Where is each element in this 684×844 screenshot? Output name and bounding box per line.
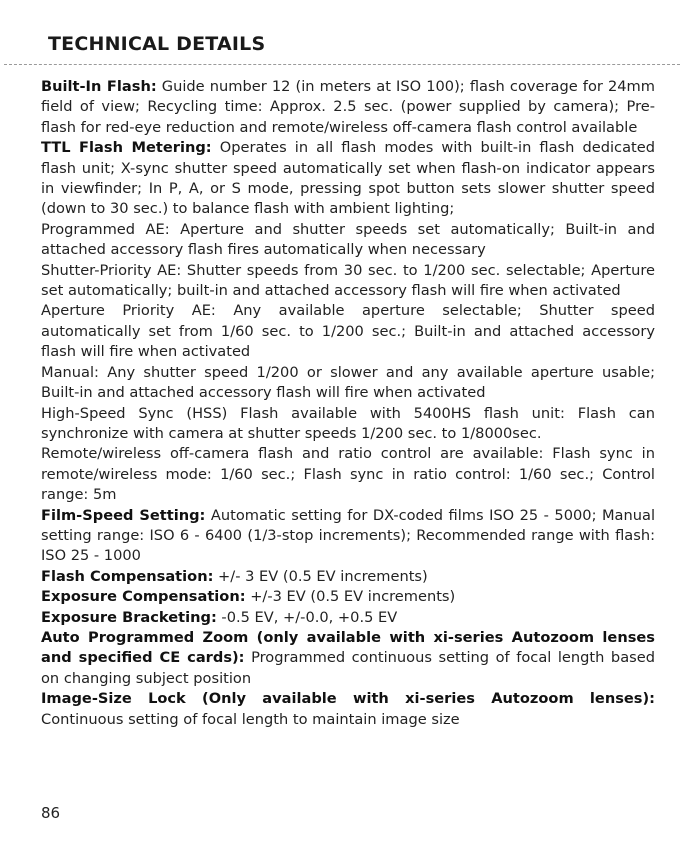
spec-text: Programmed continuous setting of focal length based on changing subject position	[41, 649, 655, 687]
title-divider	[4, 64, 680, 65]
spec-text: High-Speed Sync (HSS) Flash available with 5400HS flash unit: Flash can synchronize with camera at shutter speeds 1/200 sec. to 1/8000sec.	[41, 404, 655, 442]
spec-built-in-flash	[41, 77, 655, 138]
spec-label: Exposure Compensation:	[41, 588, 246, 606]
spec-label: Built-In Flash:	[41, 78, 157, 95]
spec-text: Guide number 12 (in meters at ISO 100); flash coverage for 24mm field of view; Recycling time: Approx. 2.5 sec. (power supplied by camera); Pre-flash for red-eye reduction and remote/wireless off-camera flash control available	[41, 78, 655, 136]
spec-label: Auto Programmed Zoom (only available with xi-series Autozoom lenses and specified CE cards):	[41, 628, 655, 667]
spec-text: -0.5 EV, +/-0.0, +0.5 EV	[216, 608, 398, 626]
spec-label: Flash Compensation:	[41, 567, 214, 585]
spec-film-speed-setting	[41, 506, 655, 567]
spec-label: Exposure Bracketing:	[41, 608, 217, 626]
page-number: 86	[41, 804, 61, 822]
spec-exposure-bracketing	[41, 608, 655, 628]
spec-manual	[41, 363, 655, 404]
spec-text: Programmed AE: Aperture and shutter speeds set automatically; Built-in and attached accessory flash fires automatically when necessary	[41, 220, 655, 259]
page-title: TECHNICAL DETAILS	[48, 33, 266, 55]
spec-text: +/-3 EV (0.5 EV increments)	[245, 588, 456, 606]
spec-label: Image-Size Lock (Only available with xi-series Autozoom lenses):	[41, 690, 655, 708]
spec-exposure-compensation	[41, 587, 655, 607]
spec-programmed-ae	[41, 220, 655, 261]
spec-flash-compensation	[41, 567, 655, 587]
spec-label: TTL Flash Metering:	[41, 139, 212, 157]
spec-text: Continuous setting of focal length to maintain image size	[41, 710, 460, 728]
spec-label: Film-Speed Setting:	[41, 506, 206, 524]
spec-shutter-priority-ae	[41, 261, 655, 302]
spec-auto-programmed-zoom	[41, 628, 655, 689]
spec-text: Manual: Any shutter speed 1/200 or slower and any available aperture usable; Built-in and attached accessory flash will fire when activated	[41, 363, 655, 402]
spec-text: Remote/wireless off-camera flash and ratio control are available: Flash sync in remote/wireless mode: 1/60 sec.; Flash sync in ratio control: 1/60 sec.; Control range: 5m	[41, 445, 655, 504]
spec-aperture-priority-ae	[41, 301, 655, 362]
spec-image-size-lock	[41, 689, 655, 730]
spec-remote-wireless	[41, 444, 655, 505]
spec-text: Operates in all flash modes with built-in flash dedicated flash unit; X-sync shutter speed automatically set when flash-on indicator appears in viewfinder; In P, A, or S mode, pressing spot button sets slower shutter speed (down to 30 sec.) to balance flash with ambient lighting;	[41, 139, 655, 218]
spec-ttl-flash-metering	[41, 138, 655, 220]
spec-list	[41, 77, 655, 730]
spec-text: Automatic setting for DX-coded films ISO 25 - 5000; Manual setting range: ISO 6 - 6400 (1/3-stop increments); Recommended range with flash: ISO 25 - 1000	[41, 506, 655, 565]
spec-text: Aperture Priority AE: Any available aperture selectable; Shutter speed automatically set from 1/60 sec. to 1/200 sec.; Built-in and attached accessory flash will fire when activated	[41, 302, 655, 361]
spec-text: Shutter-Priority AE: Shutter speeds from 30 sec. to 1/200 sec. selectable; Aperture set automatically; built-in and attached accessory flash will fire when activated	[41, 261, 655, 300]
spec-text: +/- 3 EV (0.5 EV increments)	[213, 567, 428, 585]
spec-high-speed-sync	[41, 404, 655, 445]
